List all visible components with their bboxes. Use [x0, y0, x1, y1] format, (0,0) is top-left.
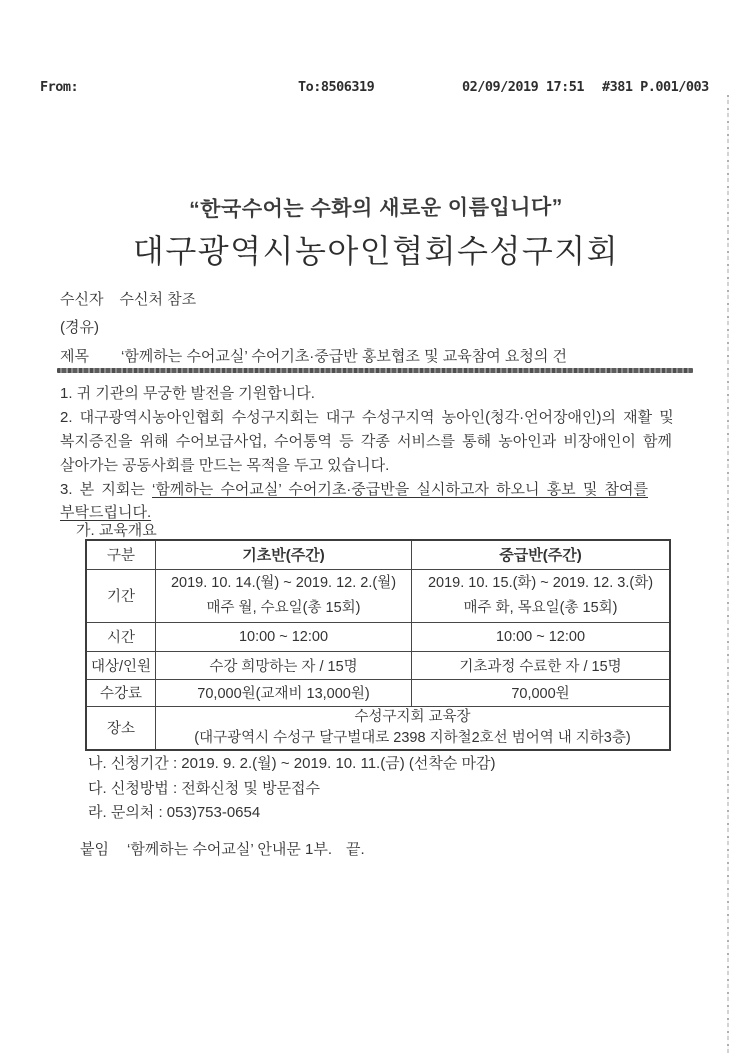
section-heading-education-overview: 가. 교육개요 — [76, 522, 157, 539]
subject-row — [60, 345, 700, 366]
paragraph-intro-line2: 복지증진을 위해 수어보급사업, 수어통역 등 각종 서비스를 통해 농아인과 비장애인이 함께 — [60, 433, 672, 450]
organization-title: 대구광역시농아인협회수성구지회 — [132, 233, 620, 269]
table-cell-target-intermediate: 기초과정 수료한 자 / 15명 — [412, 651, 671, 679]
via-row — [60, 316, 700, 337]
note-application-method: 다. 신청방법 : 전화신청 및 방문접수 — [88, 780, 321, 797]
note-application-period: 나. 신청기간 : 2019. 9. 2.(월) ~ 2019. 10. 11.(금) (선착순 마감) — [88, 755, 496, 772]
request-prefix: 3. 본 지회는 — [60, 481, 152, 498]
table-cell-period-intermediate — [412, 569, 671, 622]
subject-label: 제목 — [60, 348, 89, 365]
period-inter-dates: 2019. 10. 15.(화) ~ 2019. 12. 3.(화) — [427, 574, 654, 591]
venue-name: 수성구지회 교육장 — [354, 708, 471, 725]
table-label-period: 기간 — [86, 569, 156, 622]
note-contact-phone: 라. 문의처 : 053)753-0654 — [88, 804, 261, 821]
paragraph-greeting: 1. 귀 기관의 무궁한 발전을 기원합니다. — [60, 385, 315, 402]
table-cell-target-basic: 수강 희망하는 자 / 15명 — [156, 651, 412, 679]
table-header-basic-class: 기초반(주간) — [156, 540, 412, 569]
table-label-venue: 장소 — [86, 706, 156, 750]
education-overview-table — [85, 539, 671, 751]
paragraph-request-line1 — [60, 478, 692, 499]
subject-text: ‘함께하는 수어교실’ 수어기초·중급반 홍보협조 및 교육참여 요청의 건 — [120, 348, 567, 365]
table-header-category: 구분 — [86, 540, 156, 569]
table-cell-fee-intermediate: 70,000원 — [412, 679, 671, 706]
table-row-period — [86, 569, 670, 622]
period-inter-days: 매주 화, 목요일(총 15회) — [463, 599, 618, 616]
fax-transmission-header — [0, 79, 744, 97]
table-row-venue — [86, 706, 670, 750]
table-header-intermediate-class: 중급반(주간) — [412, 540, 671, 569]
paragraph-intro-line3: 살아가는 공동사회를 만드는 목적을 두고 있습니다. — [60, 457, 390, 474]
table-cell-fee-basic: 70,000원(교재비 13,000원) — [156, 679, 412, 706]
table-row-fee — [86, 679, 670, 706]
header-divider-rule — [57, 368, 693, 373]
request-underlined-text2: 부탁드립니다. — [60, 504, 152, 521]
period-basic-days: 매주 월, 수요일(총 15회) — [206, 599, 361, 616]
period-basic-dates: 2019. 10. 14.(월) ~ 2019. 12. 2.(월) — [170, 574, 397, 591]
fax-from-label: From: — [40, 79, 79, 95]
attachment-label: 붙임 — [80, 841, 109, 858]
table-header-row — [86, 540, 670, 569]
recipient-value: 수신처 참조 — [119, 291, 197, 308]
table-label-fee: 수강료 — [86, 679, 156, 706]
venue-address: (대구광역시 수성구 달구벌대로 2398 지하철2호선 범어역 내 지하3층) — [194, 729, 631, 746]
table-cell-venue — [156, 706, 671, 750]
table-cell-time-intermediate: 10:00 ~ 12:00 — [412, 622, 671, 651]
fax-to-number: To:8506319 — [298, 79, 375, 95]
fax-datetime: 02/09/2019 17:51 — [462, 79, 585, 95]
scan-streak-artifact — [727, 95, 729, 1053]
table-cell-time-basic: 10:00 ~ 12:00 — [156, 622, 412, 651]
recipient-row — [60, 288, 700, 309]
attachment-text: ‘함께하는 수어교실’ 안내문 1부. — [126, 841, 332, 858]
attachment-end-mark: 끝. — [346, 841, 365, 858]
table-row-target — [86, 651, 670, 679]
table-cell-period-basic — [156, 569, 412, 622]
attachment-note — [80, 838, 680, 859]
fax-page-counter: #381 P.001/003 — [602, 79, 709, 95]
table-label-time: 시간 — [86, 622, 156, 651]
table-label-target: 대상/인원 — [86, 651, 156, 679]
paragraph-intro-line1: 2. 대구광역시농아인협회 수성구지회는 대구 수성구지역 농아인(청각·언어장애인)의 재활 및 — [60, 409, 674, 426]
letterhead-slogan: “한국수어는 수화의 새로운 이름입니다” — [189, 195, 563, 222]
request-underlined-text: ‘함께하는 수어교실’ 수어기초·중급반을 실시하고자 하오니 홍보 및 참여를 — [151, 481, 648, 498]
recipient-label: 수신자 — [60, 291, 104, 308]
via-note: (경유) — [60, 319, 99, 336]
table-row-time — [86, 622, 670, 651]
